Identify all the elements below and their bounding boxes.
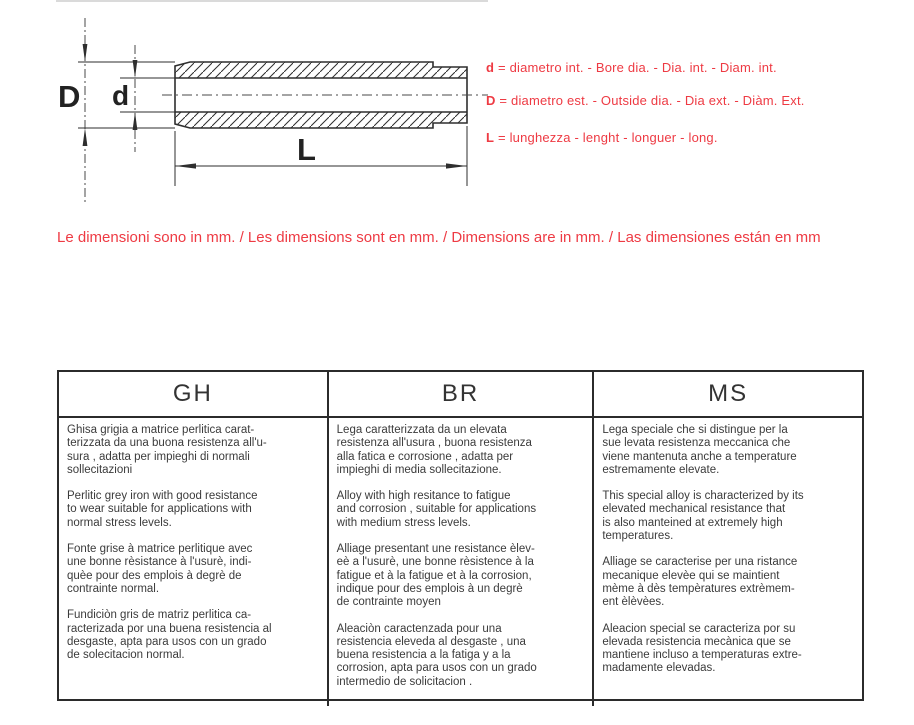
material-cell-ms (594, 418, 862, 706)
column-header-gh: GH (59, 372, 327, 418)
gh-paragraph-italian: Ghisa grigia a matrice perlitica carat- terizzata da una buona resistenza all'u- sura , adatta per impieghi di normali sollecitazioni (67, 424, 267, 476)
arrow-d-bottom (133, 112, 138, 130)
legend-symbol-d: d (486, 60, 495, 75)
legend-line-d (486, 60, 777, 75)
dimensions-note: Le dimensioni sono in mm. / Les dimensions sont en mm. / Dimensions are in mm. / Las dimensiones están en mm (57, 229, 821, 246)
br-paragraph-italian: Lega caratterizzata da un elevata resistenza all'usura , buona resistenza alla fatica e corrosione , adatta per impieghi di media sollecitazione. (336, 424, 532, 476)
legend-line-L (486, 130, 718, 145)
materials-table (57, 370, 864, 701)
ms-paragraph-spanish: Aleacion special se caracteriza por su elevada resistencia mecànica que se mantiene incluso a temperaturas extre- madamente elevadas. (602, 622, 802, 675)
br-paragraph-spanish: Aleaciòn caractenzada pour una resistencia eleveda al desgaste , una buena resistencia a la fatiga y a la corrosion, apta para usos con un grado intermedio de solicitacion . (336, 622, 537, 688)
legend-symbol-D: D (486, 93, 496, 108)
br-paragraph-english: Alloy with high resitance to fatigue and corrosion , suitable for applications with medium stress levels. (336, 490, 537, 529)
gh-paragraph-english: Perlitic grey iron with good resistance to wear suitable for applications with normal stress levels. (67, 490, 258, 529)
legend-text-d: = diametro int. - Bore dia. - Dia. int. - Diam. int. (497, 60, 777, 75)
gh-paragraph-french: Fonte grise à matrice perlitique avec une bonne rèsistance à l'usurè, indi- quèe pour des emplois à degrè de contrainte normal. (67, 543, 253, 595)
ms-paragraph-english: This special alloy is characterized by its elevated mechanical resistance that is also manteined at extremely high temperatures. (602, 490, 804, 543)
gh-paragraph-spanish: Fundiciòn gris de matriz perlitica ca- racterizada por una buena resistencia al desgaste, apta para usos con un grado de solecitacion normal. (67, 609, 272, 662)
material-cell-gh (59, 418, 327, 706)
legend-symbol-L: L (486, 130, 495, 145)
bushing-technical-drawing (50, 0, 490, 215)
label-inner-diameter: d (112, 80, 130, 111)
arrow-D-bottom (83, 128, 88, 146)
legend-text-L: = lunghezza - lenght - longuer - long. (497, 130, 718, 145)
br-paragraph-french: Alliage presentant une resistance èlev- eè a l'usurè, une bonne rèsistence à la fatigue et à la fatigue et à la corrosion, indique pour des emplois à un degrè de contrainte moyen (336, 543, 535, 609)
column-header-ms: MS (594, 372, 862, 418)
hatched-wall-bottom (175, 112, 467, 128)
label-outer-diameter: D (58, 79, 81, 114)
arrow-L-right (446, 163, 467, 168)
arrow-L-left (175, 163, 196, 168)
ms-paragraph-french: Alliage se caracterise per una ristance mecanique elevèe qui se maintient mème à dès tempèratures extrèmem- ent èlèvèes. (602, 556, 798, 609)
ms-paragraph-italian: Lega speciale che si distingue per la sue levata resistenza meccanica che viene mantenuta anche a temperature estremamente elevate. (602, 424, 797, 476)
arrow-d-top (133, 60, 138, 78)
legend-line-D (486, 93, 805, 108)
legend-text-D: = diametro est. - Outside dia. - Dia ext. - Diàm. Ext. (499, 93, 805, 108)
scan-edge (56, 0, 488, 2)
column-header-br: BR (327, 372, 595, 418)
material-cell-br (327, 418, 595, 706)
hatched-wall-top (175, 62, 467, 78)
arrow-D-top (83, 44, 88, 62)
label-length: L (297, 132, 316, 167)
